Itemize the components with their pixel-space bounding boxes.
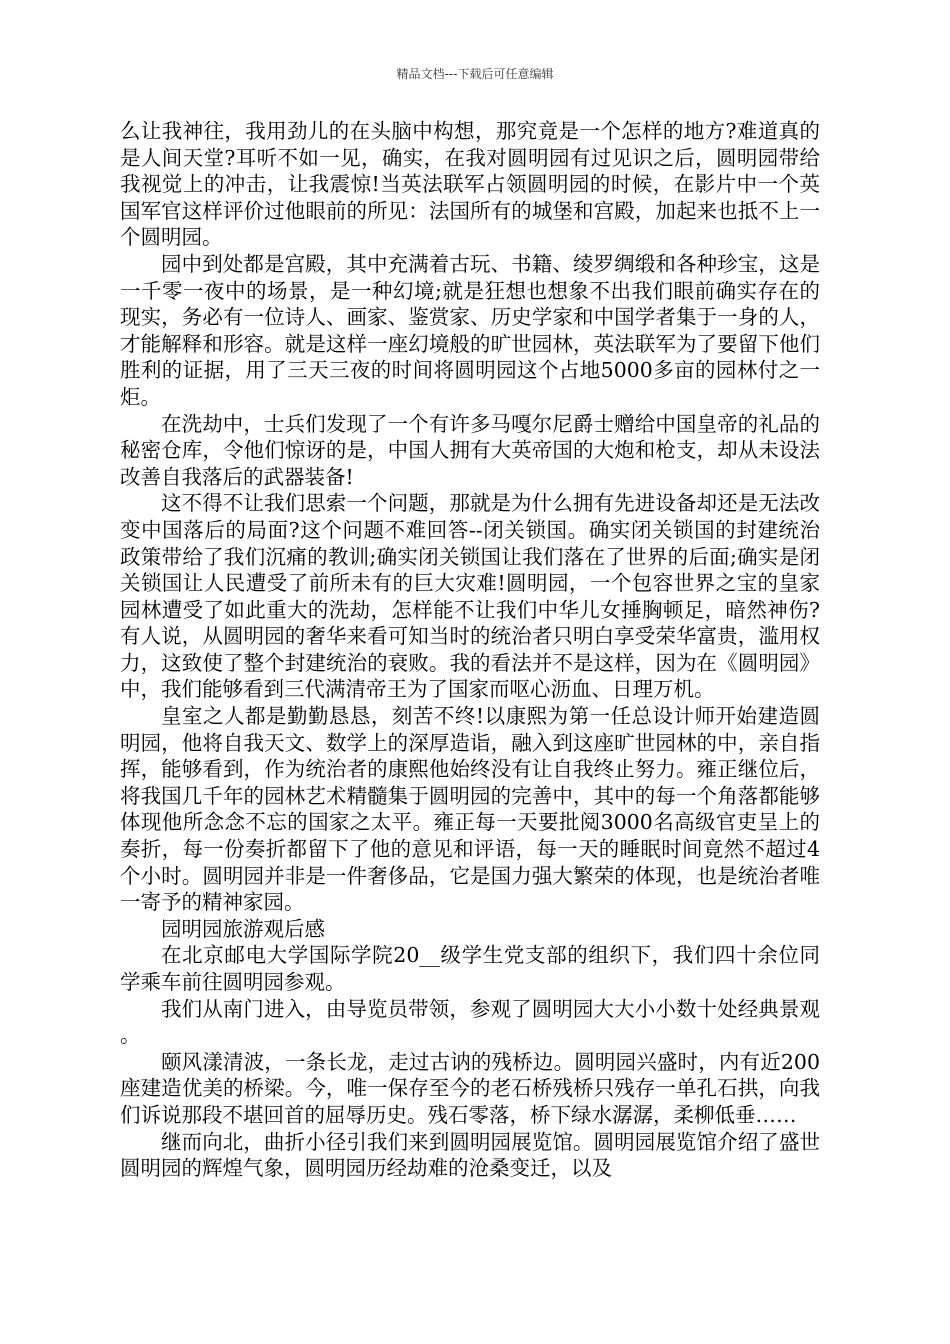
paragraph-3: 在洗劫中，士兵们发现了一个有许多马嘎尔尼爵士赠给中国皇帝的礼品的秘密仓库，令他们惊讶的是，中国人拥有大英帝国的大炮和枪支，却从未设法改善自我落后的武器装备!: [120, 411, 820, 489]
section-title: 园明园旅游观后感: [161, 916, 325, 941]
paragraph-9: 继而向北，曲折小径引我们来到圆明园展览馆。圆明园展览馆介绍了盛世圆明园的辉煌气象，圆明园历经劫难的沧桑变迁，以及: [120, 1129, 820, 1181]
paragraph-8: 颐风漾清波，一条长龙，走过古讷的残桥边。圆明园兴盛时，内有近200座建造优美的桥梁。今，唯一保存至今的老石桥残桥只残存一单孔石拱，向我们诉说那段不堪回首的屈辱历史。残石零落，桥下绿水潺潺，柔柳低垂……: [120, 1049, 820, 1127]
paragraph-4: 这不得不让我们思索一个问题，那就是为什么拥有先进设备却还是无法改变中国落后的局面?这个问题不难回答--闭关锁国。确实闭关锁国的封建统治政策带给了我们沉痛的教训;确实闭关锁国让我们落在了世界的后面;确实是闭关锁国让人民遭受了前所未有的巨大灾难!圆明园，一个包容世界之宝的皇家园林遭受了如此重大的洗劫，怎样能不让我们中华儿女捶胸顿足，暗然神伤?有人说，从圆明园的奢华来看可知当时的统治者只明白享受荣华富贵，滥用权力，这致使了整个封建统治的衰败。我的看法并不是这样，因为在《圆明园》中，我们能够看到三代满清帝王为了国家而呕心沥血、日理万机。: [120, 491, 820, 702]
paragraph-5: 皇室之人都是勤勤恳恳，刻苦不终!以康熙为第一任总设计师开始建造圆明园，他将自我天文、数学上的深厚造诣，融入到这座旷世园林的中，亲自指挥，能够看到，作为统治者的康熙他始终没有让自我终止努力。雍正继位后，将我国几千年的园林艺术精髓集于圆明园的完善中，其中的每一个角落都能够体现他所念念不忘的国家之太平。雍正每一天要批阅3000名高级官吏呈上的奏折，每一份奏折都留下了他的意见和评语，每一天的睡眠时间竟然不超过4个小时。圆明园并非是一件奢侈品，它是国力强大繁荣的体现，也是统治者唯一寄予的精神家园。: [120, 704, 820, 915]
paragraph-6: 在北京邮电大学国际学院20__级学生党支部的组织下，我们四十余位同学乘车前往圆明园参观。: [120, 943, 820, 994]
paragraph-1: 么让我神往，我用劲儿的在头脑中构想，那究竟是一个怎样的地方?难道真的是人间天堂?耳听不如一见，确实，在我对圆明园有过见识之后，圆明园带给我视觉上的冲击，让我震惊!当英法联军占领圆明园的时候，在影片中一个英国军官这样评价过他眼前的所见：法国所有的城堡和宫殿，加起来也抵不上一个圆明园。: [120, 119, 820, 250]
page-header: 精品文档---下载后可任意编辑: [396, 67, 554, 81]
paragraph-7: 我们从南门进入，由导览员带领，参观了圆明园大大小小数十处经典景观。: [120, 996, 820, 1048]
paragraph-2: 园中到处都是宫殿，其中充满着古玩、书籍、绫罗绸缎和各种珍宝，这是一千零一夜中的场景，是一种幻境;就是狂想也想象不出我们眼前确实存在的现实，务必有一位诗人、画家、鉴赏家、历史学家和中国学者集于一身的人，才能解释和形容。就是这样一座幻境般的旷世园林，英法联军为了要留下他们胜利的证据，用了三天三夜的时间将圆明园这个占地5000多亩的园林付之一炬。: [120, 251, 820, 409]
document-body: [120, 118, 820, 1182]
